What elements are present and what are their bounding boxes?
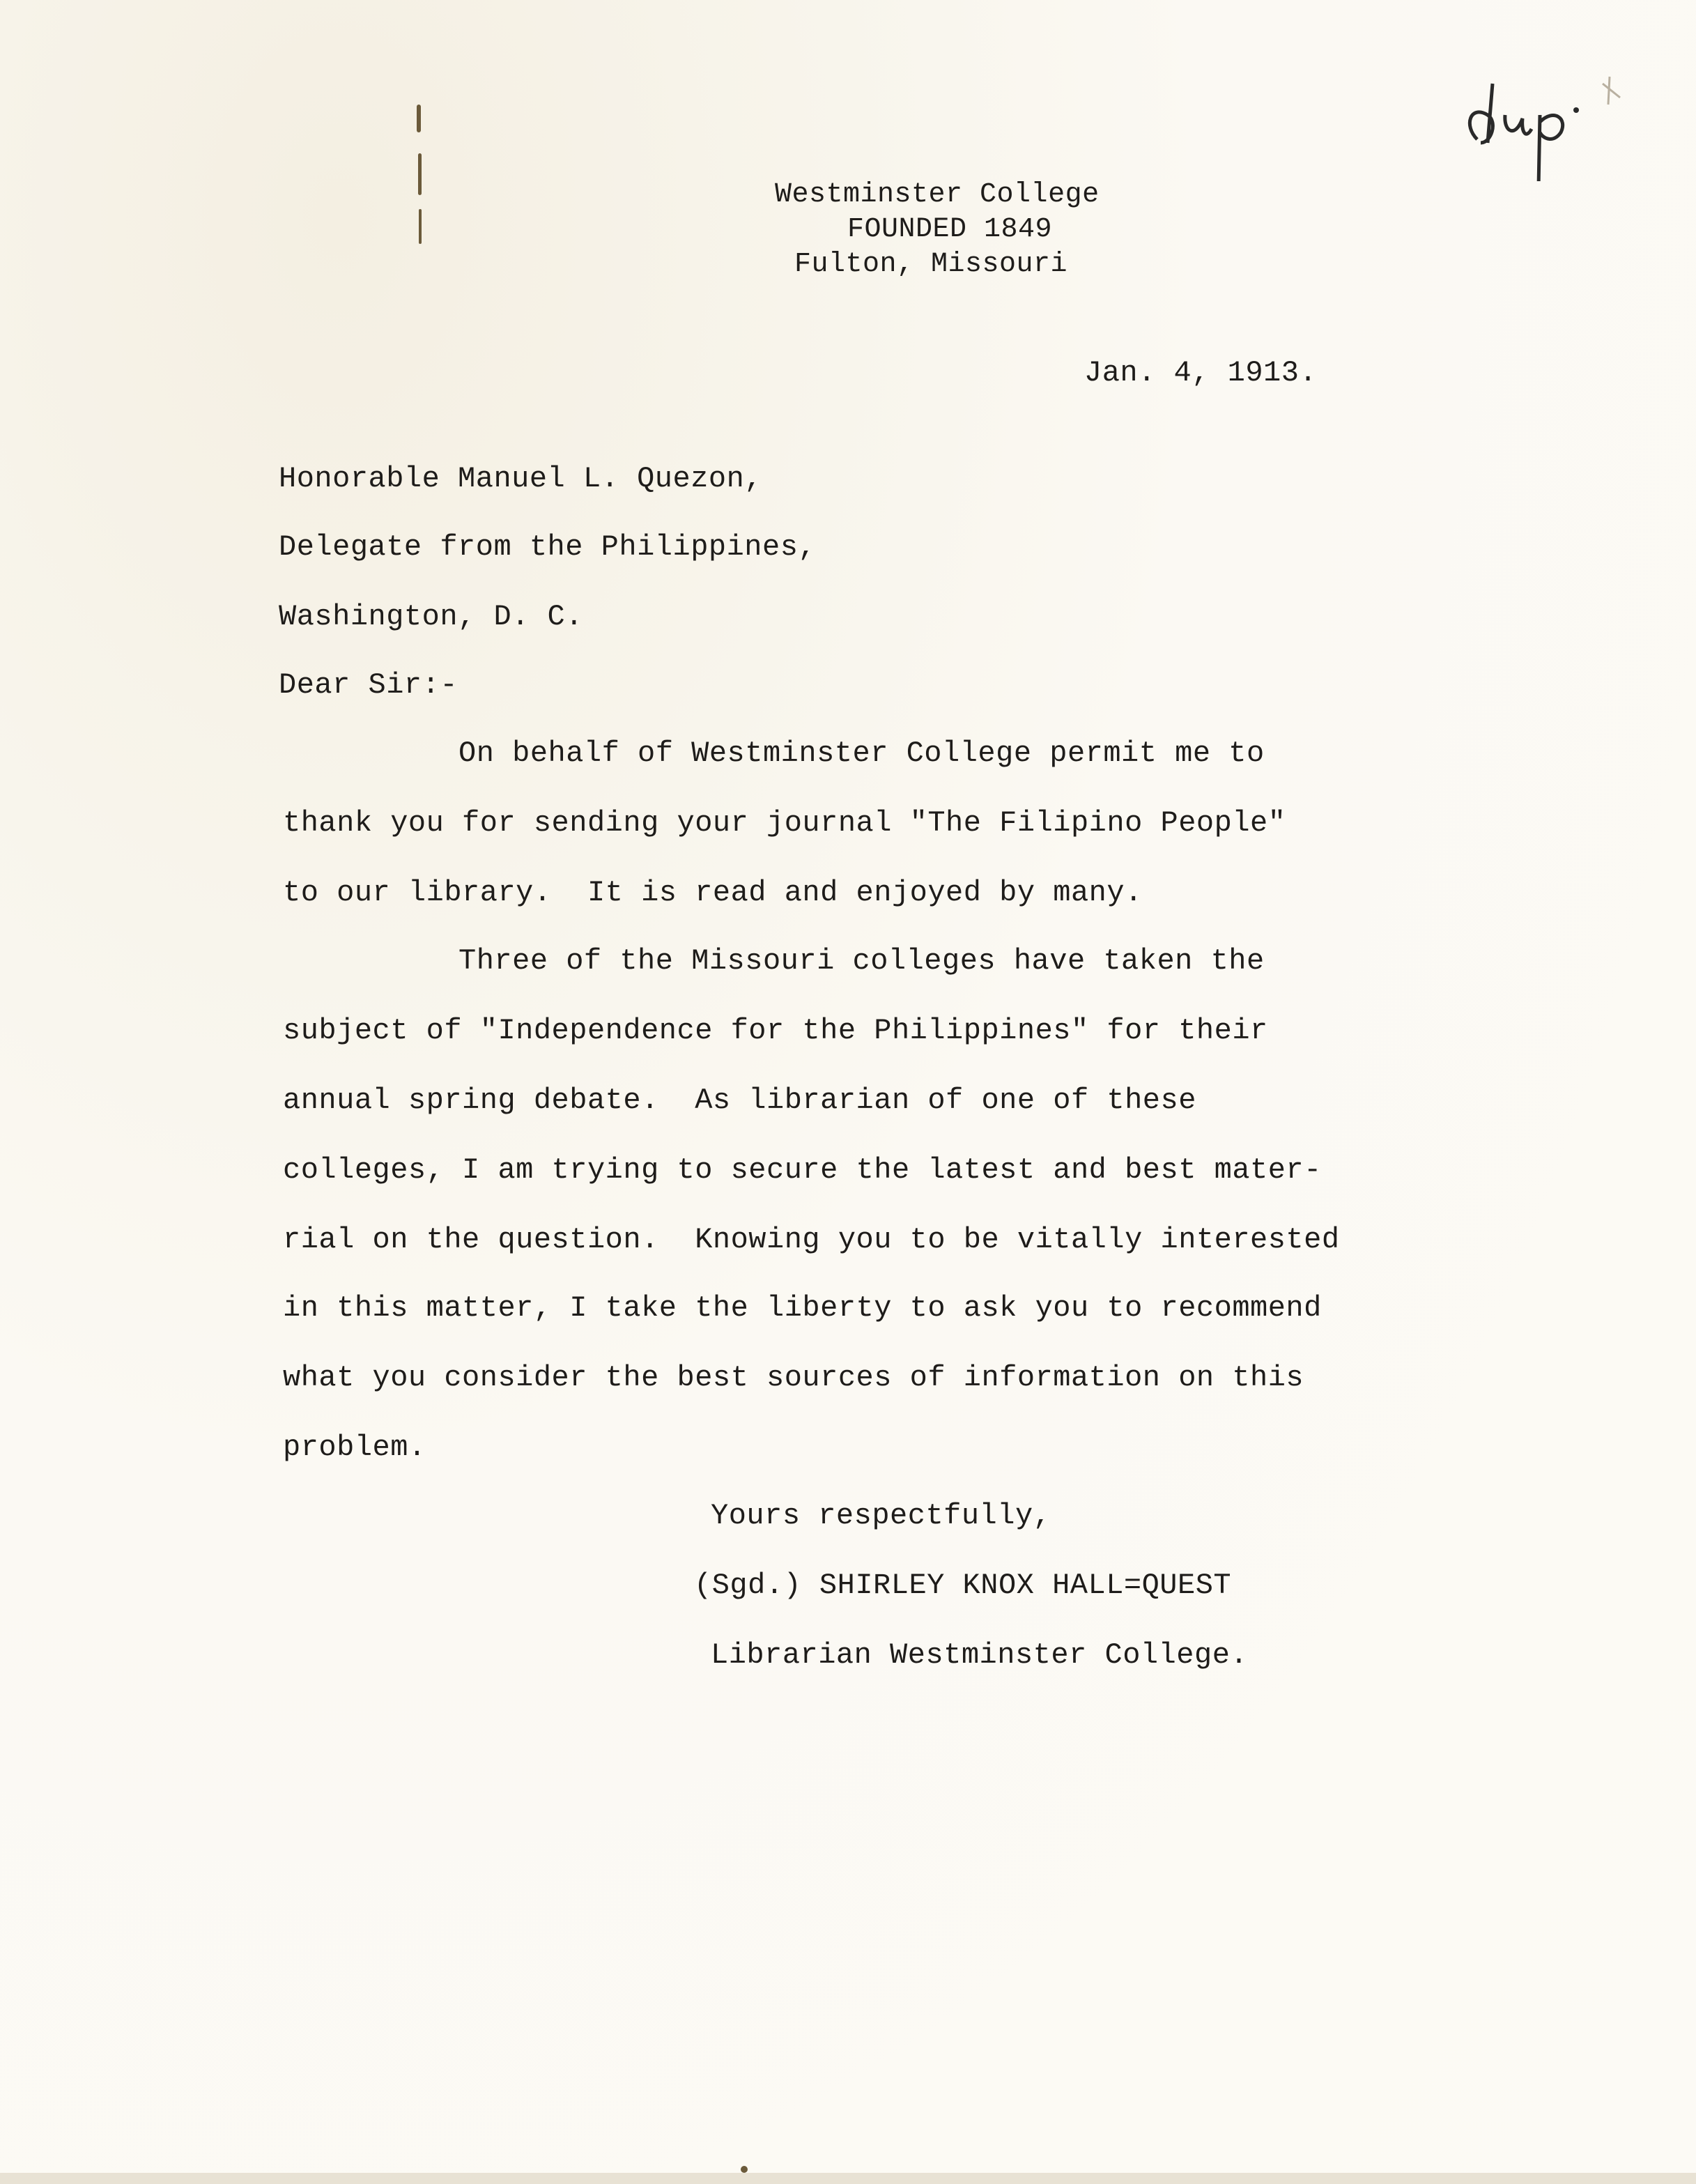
- ink-speck: [418, 153, 422, 195]
- body-line: rial on the question. Knowing you to be vitally interested: [283, 1223, 1340, 1256]
- body-line: in this matter, I take the liberty to ask you to recommend: [283, 1291, 1322, 1325]
- closing-valediction: Yours respectfully,: [711, 1499, 1051, 1532]
- body-line: what you consider the best sources of information on this: [283, 1361, 1304, 1394]
- body-line: subject of "Independence for the Philippines" for their: [283, 1014, 1268, 1047]
- body-line: On behalf of Westminster College permit me to: [458, 737, 1265, 770]
- recipient-name: Honorable Manuel L. Quezon,: [279, 462, 763, 495]
- recipient-title: Delegate from the Philippines,: [279, 530, 817, 564]
- body-line: Three of the Missouri colleges have taken the: [458, 944, 1265, 978]
- ink-speck: [419, 209, 422, 244]
- scan-edge: [0, 2173, 1696, 2184]
- ink-speck: [741, 2166, 748, 2173]
- salutation: Dear Sir:-: [279, 668, 458, 702]
- recipient-city: Washington, D. C.: [279, 600, 583, 633]
- closing-signer-title: Librarian Westminster College.: [711, 1638, 1249, 1672]
- letterhead-founded: FOUNDED 1849: [847, 214, 1053, 245]
- closing-signature: (Sgd.) SHIRLEY KNOX HALL=QUEST: [694, 1569, 1232, 1602]
- body-line: problem.: [283, 1431, 426, 1464]
- handwritten-note-dup: [1449, 56, 1631, 181]
- letterhead-institution: Westminster College: [775, 179, 1100, 210]
- body-line: to our library. It is read and enjoyed by many.: [283, 876, 1143, 909]
- letterhead-location: Fulton, Missouri: [794, 249, 1068, 280]
- body-line: colleges, I am trying to secure the latest and best mater-: [283, 1153, 1322, 1187]
- body-line: thank you for sending your journal "The Filipino People": [283, 806, 1286, 840]
- ink-speck: [417, 105, 421, 132]
- body-line: annual spring debate. As librarian of one of these: [283, 1084, 1196, 1117]
- letter-date: Jan. 4, 1913.: [1084, 356, 1318, 390]
